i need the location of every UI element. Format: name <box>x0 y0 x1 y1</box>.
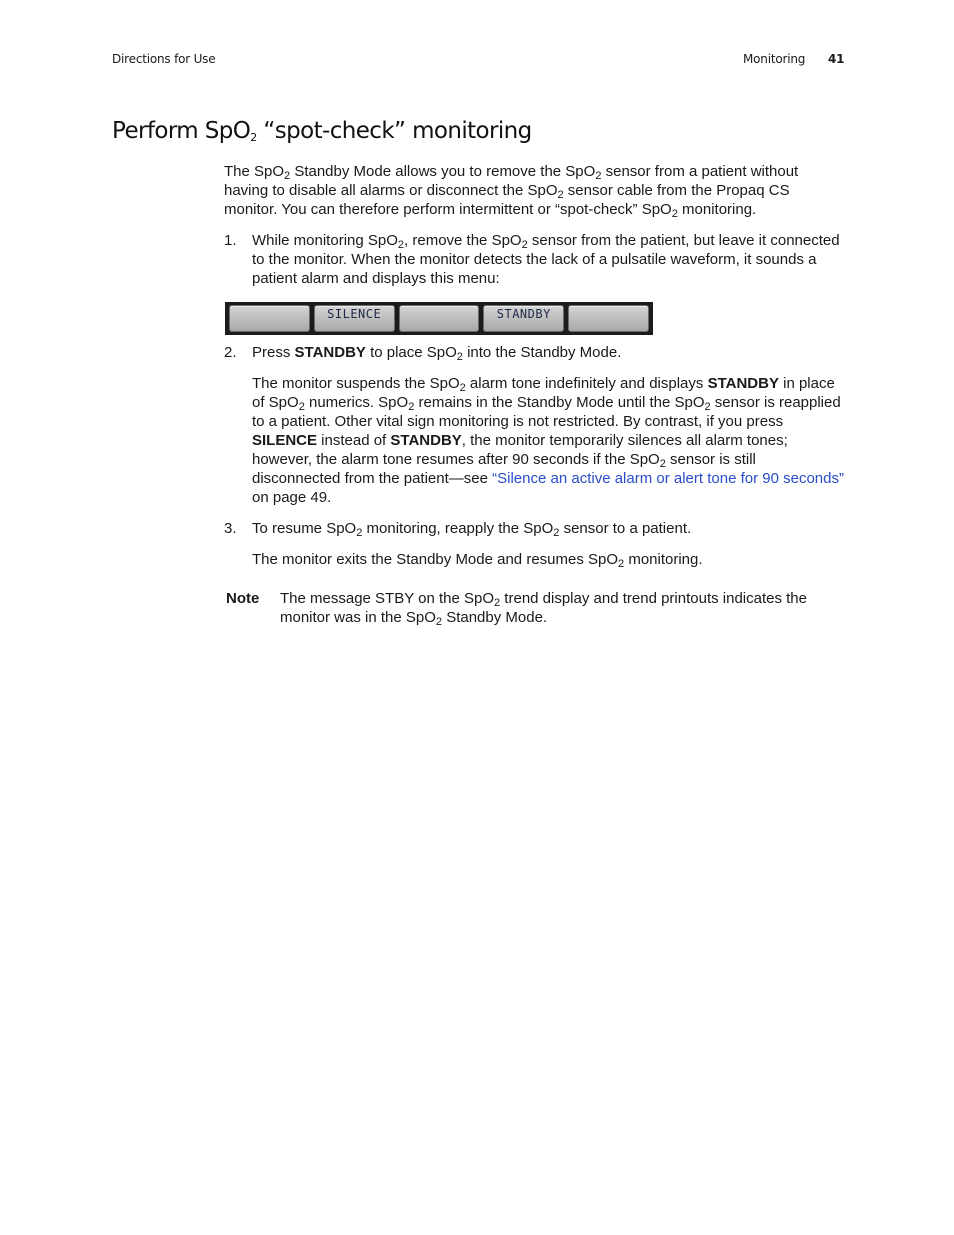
page-number: 41 <box>828 52 845 66</box>
step-2-detail: The monitor suspends the SpO$_2$ alarm tone indefinitely and displays STANDBY in place of SpO$_2$ numerics. SpO$_2$ remains in the Standby Mode until the SpO$_2$ sensor is reapplied to a patient. Other vital sign monitoring is not restricted. By contrast, if you press SILENCE instead of STANDBY, the monitor temporarily silences all alarm tones; however, the alarm tone resumes after 90 seconds if the SpO$_2$ sensor is still disconnected from the patient—see “Silence an active alarm or alert tone for 90 seconds” on page 49. <box>252 375 844 506</box>
step-number: 1. <box>224 232 237 249</box>
note-text: The message STBY on the SpO$_2$ trend display and trend printouts indicates the monitor was in the SpO$_2$ Standby Mode. <box>280 590 807 628</box>
step-3: 3. To resume SpO$_2$ monitoring, reapply the SpO$_2$ sensor to a patient. <box>224 520 692 539</box>
step-3-detail: The monitor exits the Standby Mode and resumes SpO$_2$ monitoring. <box>252 551 703 570</box>
section-title: Perform SpO$_2$ “spot-check” monitoring <box>112 118 532 144</box>
softkey-blank-3[interactable] <box>568 305 649 332</box>
intro-paragraph: The SpO$_2$ Standby Mode allows you to remove the SpO$_2$ sensor from a patient without having to disable all alarms or disconnect the SpO$_2$ sensor cable from the Propaq CS monitor. You can therefore perform intermittent or “spot-check” SpO$_2$ monitoring. <box>224 163 799 220</box>
step-number: 3. <box>224 520 237 537</box>
note-label: Note <box>226 590 260 607</box>
softkey-menu <box>224 302 844 335</box>
running-header-title: Directions for Use <box>112 52 216 66</box>
softkey-standby[interactable]: STANDBY <box>483 305 564 332</box>
step-1: 1. While monitoring SpO$_2$, remove the SpO$_2$ sensor from the patient, but leave it connected to the monitor. When the monitor detects the lack of a pulsatile waveform, it sounds a patient alarm and displays this menu: <box>224 232 840 287</box>
running-header-section: Monitoring <box>743 52 806 66</box>
note <box>224 589 844 627</box>
cross-reference-link[interactable]: “Silence an active alarm or alert tone for 90 seconds” <box>492 470 844 487</box>
softkey-blank-1[interactable] <box>229 305 310 332</box>
step-number: 2. <box>224 344 237 361</box>
body-content <box>224 162 844 627</box>
softkey-silence[interactable]: SILENCE <box>314 305 395 332</box>
softkey-bar <box>225 302 653 335</box>
step-2: 2. Press STANDBY to place SpO$_2$ into the Standby Mode. <box>224 344 622 363</box>
softkey-blank-2[interactable] <box>399 305 480 332</box>
